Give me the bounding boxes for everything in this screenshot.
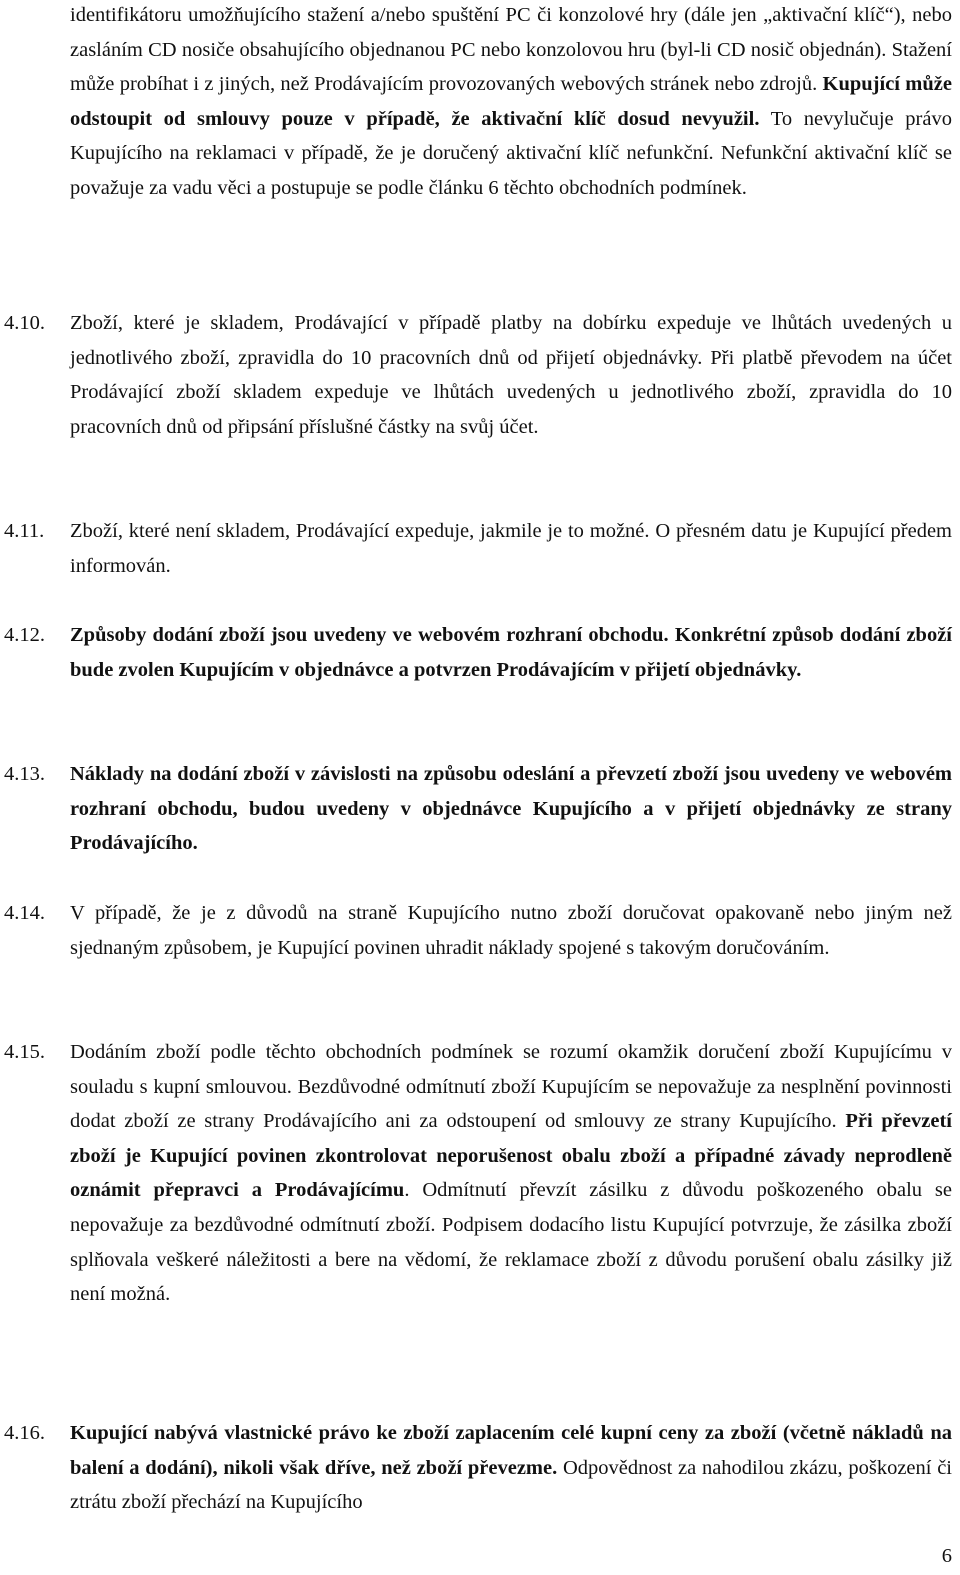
section-text <box>70 1416 952 1520</box>
section-text-1: Zboží, které je skladem, Prodávající v případě platby na dobírku expeduje ve lhůtách uvedených u jednotlivého zboží, zpravidla do 10 pracovních dnů od přijetí objednávky. Při platbě převodem na účet Prodávající zboží skladem expeduje ve lhůtách uvedených u jednotlivého zboží, zpravidla do 10 pracovních dnů od připsání příslušné částky na svůj účet. <box>70 312 952 438</box>
section-number: 4.10. <box>4 312 45 334</box>
section-bold-1: Způsoby dodání zboží jsou uvedeny ve webovém rozhraní obchodu. Konkrétní způsob dodání zboží bude zvolen Kupujícím v objednávce a potvrzen Prodávajícím v přijetí objednávky. <box>70 624 952 681</box>
intro-text-1: identifikátoru umožňujícího stažení a/nebo spuštění PC či konzolové hry (dále jen „aktivační klíč“), nebo zasláním CD nosiče obsahujícího objednanou PC nebo konzolovou hru (byl-li CD nosič objednán). Stažení může probíhat i z jiných, než Prodávajícím provozovaných webových stránek nebo zdrojů. <box>70 4 952 96</box>
section-text <box>70 618 952 687</box>
section-text-1: Odpovědnost za nahodilou zkázu, poškození či ztrátu zboží přechází na Kupujícího <box>70 1456 952 1514</box>
section-number: 4.11. <box>4 520 45 542</box>
section-text <box>70 514 952 583</box>
section-number: 4.15. <box>4 1041 45 1063</box>
section-text <box>70 1035 952 1312</box>
section-text-1: Dodáním zboží podle těchto obchodních podmínek se rozumí okamžik doručení zboží Kupujícímu v souladu s kupní smlouvou. Bezdůvodné odmítnutí zboží Kupujícím se nepovažuje za nesplnění povinnosti dodat zboží ze strany Prodávajícího ani za odstoupení od smlouvy ze strany Kupujícího. <box>70 1041 952 1133</box>
intro-bold-1: Kupující může odstoupit od smlouvy pouze v případě, že aktivační klíč dosud nevyužil. <box>70 73 952 130</box>
section-text-1: Zboží, které není skladem, Prodávající expeduje, jakmile je to možné. O přesném datu je Kupující předem informován. <box>70 520 952 577</box>
page-number: 6 <box>941 1545 952 1567</box>
section-text <box>70 896 952 965</box>
section-number: 4.16. <box>4 1422 45 1444</box>
section-text-1: V případě, že je z důvodů na straně Kupujícího nutno zboží doručovat opakovaně nebo jiným než sjednaným způsobem, je Kupující povinen uhradit náklady spojené s takovým doručováním. <box>70 902 952 959</box>
section-number: 4.14. <box>4 902 45 924</box>
section-bold-1: Náklady na dodání zboží v závislosti na způsobu odeslání a převzetí zboží jsou uvedeny ve webovém rozhraní obchodu, budou uvedeny v objednávce Kupujícího a v přijetí objednávky ze strany Prodávajícího. <box>70 763 952 855</box>
intro-text-2: To nevylučuje právo Kupujícího na reklamaci v případě, že je doručený aktivační klíč nefunkční. Nefunkční aktivační klíč se považuje za vadu věci a postupuje se podle článku 6 těchto obchodních podmínek. <box>70 107 952 199</box>
section-bold-1: Kupující nabývá vlastnické právo ke zboží zaplacením celé kupní ceny za zboží (včetně nákladů na balení a dodání), nikoli však dříve, než zboží převezme. <box>70 1422 952 1479</box>
section-number: 4.13. <box>4 763 45 785</box>
section-text <box>70 757 952 861</box>
section-text-2: . Odmítnutí převzít zásilku z důvodu poškozeného obalu se nepovažuje za bezdůvodné odmítnutí zboží. Podpisem dodacího listu Kupující potvrzuje, že zásilka zboží splňovala veškeré náležitosti a bere na vědomí, že reklamace zboží z důvodu porušení obalu zásilky již není možná. <box>70 1179 952 1306</box>
section-bold-1: Při převzetí zboží je Kupující povinen zkontrolovat neporušenost obalu zboží a případné závady neprodleně oznámit přepravci a Prodávajícímu <box>70 1110 952 1202</box>
section-text <box>70 306 952 444</box>
intro-paragraph <box>70 0 952 206</box>
section-number: 4.12. <box>4 624 45 646</box>
